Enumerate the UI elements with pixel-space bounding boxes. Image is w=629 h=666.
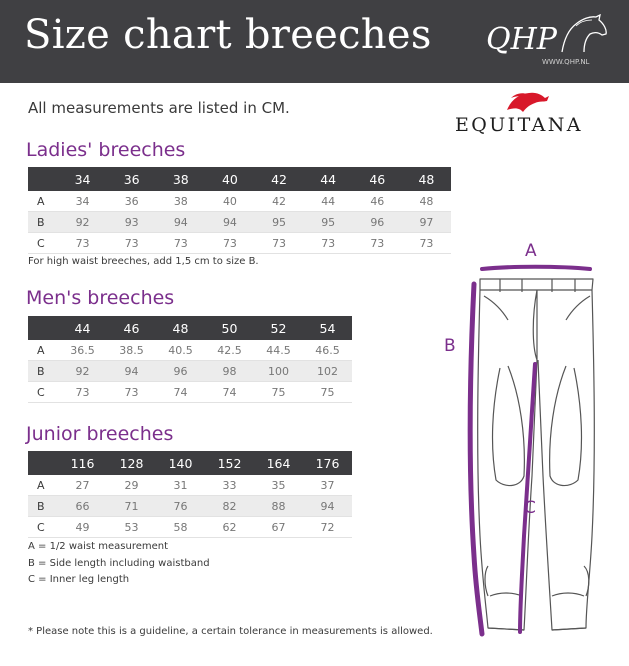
men-section-title: Men's breeches bbox=[26, 287, 175, 309]
horse-head-icon bbox=[503, 90, 551, 114]
table-cell: 73 bbox=[124, 385, 139, 399]
row-label: A bbox=[37, 478, 45, 492]
table-cell: 72 bbox=[320, 520, 335, 534]
size-header: 50 bbox=[205, 316, 254, 340]
row-label: A bbox=[37, 194, 45, 208]
men-size-table bbox=[28, 316, 352, 403]
table-row bbox=[28, 475, 352, 496]
size-header: 52 bbox=[254, 316, 303, 340]
table-cell: 73 bbox=[173, 236, 188, 250]
size-header: 48 bbox=[156, 316, 205, 340]
row-label: B bbox=[28, 361, 58, 382]
table-cell: 73 bbox=[222, 236, 237, 250]
size-header: 54 bbox=[303, 316, 352, 340]
table-cell: 40.5 bbox=[168, 343, 193, 357]
table-cell: 29 bbox=[124, 478, 139, 492]
size-header: 46 bbox=[353, 167, 402, 191]
table-cell: 31 bbox=[173, 478, 188, 492]
table-cell: 36 bbox=[124, 194, 139, 208]
table-cell: 38 bbox=[173, 194, 188, 208]
legend-c: C = Inner leg length bbox=[28, 574, 130, 585]
equitana-logo-text: EQUITANA bbox=[455, 114, 583, 136]
size-header: 48 bbox=[402, 167, 451, 191]
page-title: Size chart breeches bbox=[24, 12, 432, 58]
size-header: 44 bbox=[304, 167, 353, 191]
size-header: 44 bbox=[58, 316, 107, 340]
table-row bbox=[28, 233, 451, 254]
table-cell: 62 bbox=[222, 520, 237, 534]
table-cell: 44.5 bbox=[266, 343, 291, 357]
size-header: 140 bbox=[156, 451, 205, 475]
high-waist-note: For high waist breeches, add 1,5 cm to size B. bbox=[28, 256, 259, 267]
table-cell: 94 bbox=[303, 496, 352, 517]
table-cell: 44 bbox=[321, 194, 336, 208]
table-cell: 42.5 bbox=[217, 343, 242, 357]
header-banner bbox=[0, 0, 629, 83]
table-cell: 96 bbox=[156, 361, 205, 382]
table-cell: 42 bbox=[272, 194, 287, 208]
table-cell: 73 bbox=[75, 385, 90, 399]
table-cell: 96 bbox=[353, 212, 402, 233]
table-cell: 97 bbox=[402, 212, 451, 233]
size-header: 164 bbox=[254, 451, 303, 475]
table-cell: 46 bbox=[370, 194, 385, 208]
table-cell: 102 bbox=[303, 361, 352, 382]
size-header: 46 bbox=[107, 316, 156, 340]
row-label: B bbox=[28, 212, 58, 233]
table-cell: 73 bbox=[321, 236, 336, 250]
legend-b: B = Side length including waistband bbox=[28, 558, 210, 569]
row-label: C bbox=[37, 385, 45, 399]
table-cell: 94 bbox=[205, 212, 254, 233]
table-cell: 73 bbox=[75, 236, 90, 250]
table-cell: 27 bbox=[75, 478, 90, 492]
table-cell: 36.5 bbox=[70, 343, 95, 357]
qhp-logo bbox=[484, 14, 609, 74]
table-cell: 100 bbox=[254, 361, 303, 382]
table-cell: 95 bbox=[304, 212, 353, 233]
table-row bbox=[28, 382, 352, 403]
table-cell: 76 bbox=[156, 496, 205, 517]
row-label: A bbox=[37, 343, 45, 357]
table-cell: 40 bbox=[222, 194, 237, 208]
breeches-illustration bbox=[440, 236, 629, 641]
intro-text: All measurements are listed in CM. bbox=[28, 99, 290, 117]
table-cell: 82 bbox=[205, 496, 254, 517]
row-label: B bbox=[28, 496, 58, 517]
size-header: 36 bbox=[107, 167, 156, 191]
table-cell: 71 bbox=[107, 496, 156, 517]
table-cell: 95 bbox=[255, 212, 304, 233]
ladies-size-table bbox=[28, 167, 451, 254]
size-header: 176 bbox=[303, 451, 352, 475]
ladies-section-title: Ladies' breeches bbox=[26, 139, 186, 161]
table-cell: 88 bbox=[254, 496, 303, 517]
table-cell: 37 bbox=[320, 478, 335, 492]
table-cell: 74 bbox=[222, 385, 237, 399]
qhp-logo-text: QHP bbox=[486, 22, 557, 57]
footnote: * Please note this is a guideline, a certain tolerance in measurements is allowed. bbox=[28, 626, 433, 637]
table-cell: 75 bbox=[271, 385, 286, 399]
header-blank-cell bbox=[28, 451, 58, 475]
table-cell: 46.5 bbox=[315, 343, 340, 357]
table-cell: 93 bbox=[107, 212, 156, 233]
size-header: 40 bbox=[205, 167, 254, 191]
table-cell: 74 bbox=[173, 385, 188, 399]
table-cell: 67 bbox=[271, 520, 286, 534]
size-header: 152 bbox=[205, 451, 254, 475]
table-row bbox=[28, 496, 352, 517]
size-header: 34 bbox=[58, 167, 107, 191]
table-cell: 49 bbox=[75, 520, 90, 534]
size-header: 42 bbox=[255, 167, 304, 191]
diagram-label-c: C bbox=[524, 498, 536, 518]
table-cell: 38.5 bbox=[119, 343, 144, 357]
table-row bbox=[28, 212, 451, 233]
table-cell: 73 bbox=[419, 236, 434, 250]
table-row bbox=[28, 191, 451, 212]
table-cell: 53 bbox=[124, 520, 139, 534]
table-cell: 75 bbox=[320, 385, 335, 399]
header-blank-cell bbox=[28, 316, 58, 340]
table-cell: 94 bbox=[156, 212, 205, 233]
header-blank-cell bbox=[28, 167, 58, 191]
table-cell: 98 bbox=[205, 361, 254, 382]
table-cell: 33 bbox=[222, 478, 237, 492]
table-cell: 92 bbox=[58, 361, 107, 382]
junior-section-title: Junior breeches bbox=[26, 423, 174, 445]
diagram-label-b: B bbox=[444, 336, 456, 356]
table-cell: 73 bbox=[370, 236, 385, 250]
size-header: 38 bbox=[156, 167, 205, 191]
table-row bbox=[28, 517, 352, 538]
table-row bbox=[28, 361, 352, 382]
table-cell: 73 bbox=[272, 236, 287, 250]
qhp-url: WWW.QHP.NL bbox=[542, 58, 590, 66]
table-cell: 58 bbox=[173, 520, 188, 534]
diagram-label-a: A bbox=[525, 241, 537, 261]
row-label: C bbox=[37, 236, 45, 250]
junior-size-table bbox=[28, 451, 352, 538]
horse-head-icon bbox=[554, 14, 609, 56]
table-cell: 73 bbox=[124, 236, 139, 250]
row-label: C bbox=[37, 520, 45, 534]
breeches-diagram bbox=[440, 236, 629, 641]
size-header: 116 bbox=[58, 451, 107, 475]
table-cell: 48 bbox=[419, 194, 434, 208]
table-cell: 35 bbox=[271, 478, 286, 492]
table-row bbox=[28, 340, 352, 361]
equitana-logo bbox=[453, 88, 611, 146]
table-cell: 94 bbox=[107, 361, 156, 382]
legend-a: A = 1/2 waist measurement bbox=[28, 541, 169, 552]
size-header: 128 bbox=[107, 451, 156, 475]
table-cell: 92 bbox=[58, 212, 107, 233]
table-cell: 66 bbox=[58, 496, 107, 517]
table-cell: 34 bbox=[75, 194, 90, 208]
